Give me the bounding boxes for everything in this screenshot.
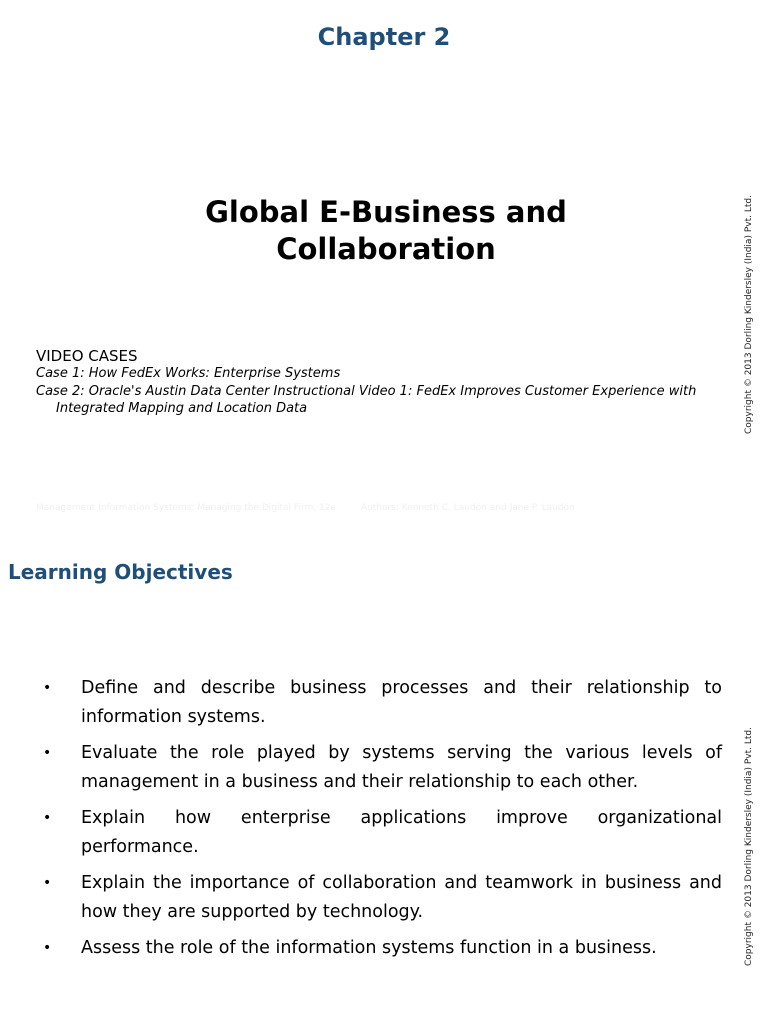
objective-text: Define and describe business processes and their relationship to information systems. xyxy=(81,678,722,727)
bullet-icon: • xyxy=(43,680,52,696)
bullet-icon: • xyxy=(43,810,52,826)
objective-text: Assess the role of the information systems function in a business. xyxy=(81,938,657,958)
bullet-icon: • xyxy=(43,940,52,956)
main-title-line1: Global E-Business and xyxy=(205,195,567,229)
slide-footer xyxy=(36,503,575,513)
video-case-2: Case 2: Oracle's Austin Data Center Instructional Video 1: FedEx Improves Customer Experience with Integrated Mapping and Location Data xyxy=(36,383,697,416)
objective-text: Evaluate the role played by systems serving the various levels of management in a business and their relationship to each other. xyxy=(81,743,722,792)
footer-book-title: Management Information Systems: Managing the Digital Firm, 12e xyxy=(36,503,336,513)
objective-text: Explain how enterprise applications improve organizational performance. xyxy=(81,808,722,857)
objective-item xyxy=(40,934,722,963)
copyright-notice: Copyright © 2013 Dorling Kindersley (India) Pvt. Ltd. xyxy=(744,727,754,966)
objective-item xyxy=(40,869,722,926)
bullet-icon: • xyxy=(43,745,52,761)
main-title xyxy=(160,194,612,268)
objective-item xyxy=(40,674,722,731)
video-case-1: Case 1: How FedEx Works: Enterprise Systems xyxy=(36,366,341,381)
video-cases xyxy=(36,347,726,418)
footer-authors: Authors: Kenneth C. Laudon and Jane P. Laudon xyxy=(360,503,575,513)
chapter-label: Chapter 2 xyxy=(317,23,451,51)
objective-text: Explain the importance of collaboration and teamwork in business and how they are supported by technology. xyxy=(81,873,722,922)
slide-learning-objectives xyxy=(0,540,768,1024)
bullet-icon: • xyxy=(43,875,52,891)
learning-objectives-title: Learning Objectives xyxy=(8,560,233,584)
objective-item xyxy=(40,739,722,796)
main-title-line2: Collaboration xyxy=(276,232,496,266)
objective-item xyxy=(40,804,722,861)
copyright-notice: Copyright © 2013 Dorling Kindersley (India) Pvt. Ltd. xyxy=(744,195,754,434)
objectives-list xyxy=(40,674,722,971)
video-cases-heading: VIDEO CASES xyxy=(36,347,138,365)
